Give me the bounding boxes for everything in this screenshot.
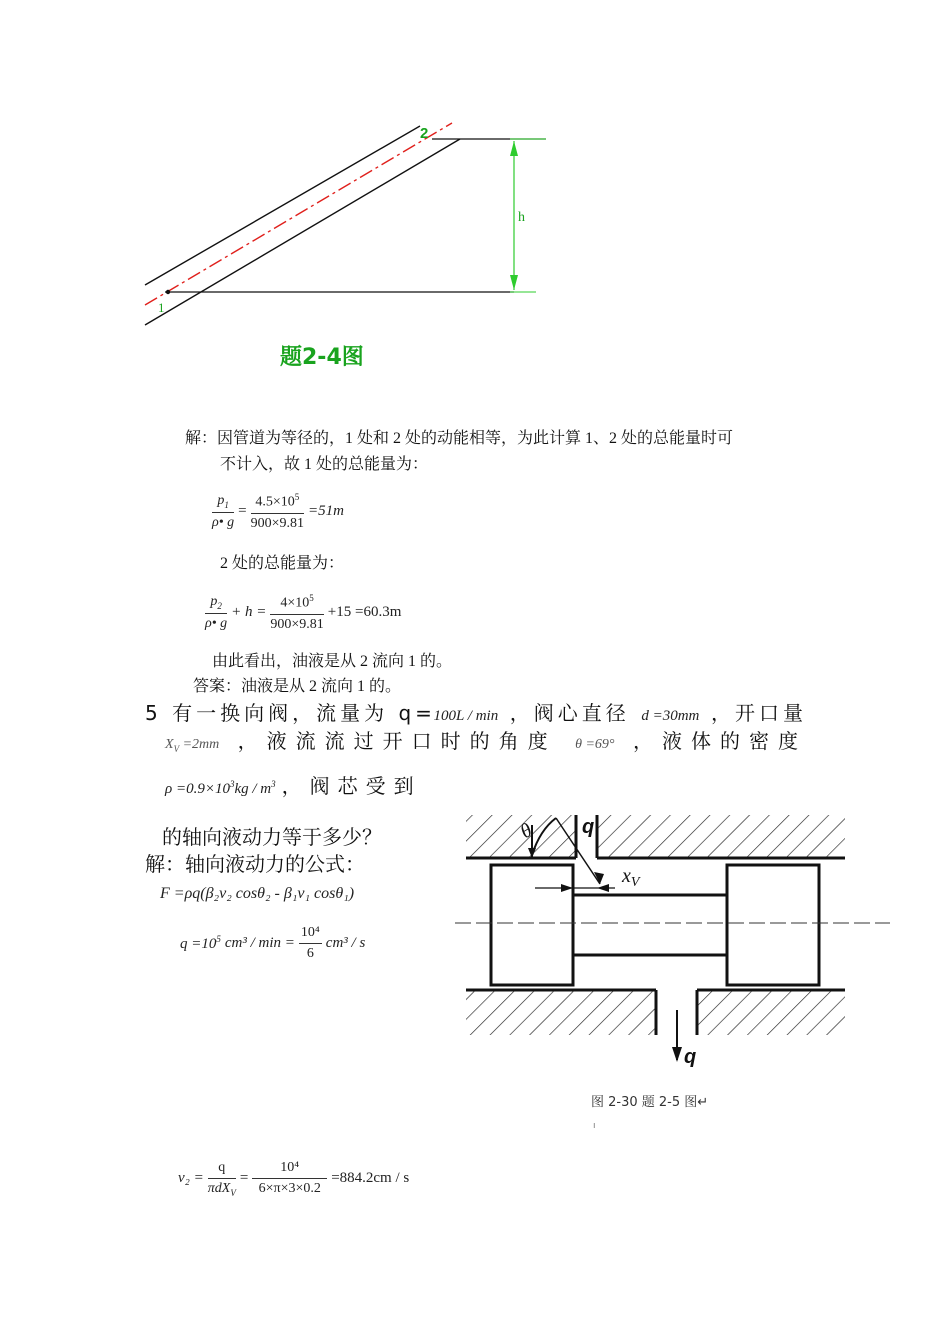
problem5-theta-value: θ =69° (575, 737, 615, 752)
problem5-xv-value: =2mm (182, 737, 220, 752)
eq1-result: =51m (308, 503, 344, 520)
formula-v2-num2: 10⁴ (252, 1160, 327, 1179)
problem5-line1-text-b: ，阀心直径 (509, 701, 630, 725)
formula-q-mid: cm³ / min = (224, 935, 295, 951)
label-xv-sub: V (630, 875, 640, 890)
problem5-line2-text-b: ，液体的密度 (632, 729, 807, 753)
eq1-rhs-den: 900×9.81 (250, 515, 304, 531)
xv-arrow-left (597, 884, 609, 892)
formula-q-lhs-text: q =10 (180, 936, 217, 952)
problem5-line3-text: ，阀芯受到 (281, 774, 422, 798)
formula-v2-equals: = (239, 1170, 249, 1187)
valve-lower-housing (466, 990, 845, 1035)
eq1-rhs-num-sup: 5 (294, 492, 300, 502)
figure-2-4-caption: 题2-4图 (280, 345, 364, 370)
eq1-rhs-num: 4.5×10 (255, 494, 295, 510)
figure-2-5-small-mark: ı (593, 1121, 596, 1131)
label-q-bottom: q (684, 1046, 697, 1068)
problem5-line2-text-a: ，液流流过开口时的角度 (237, 729, 557, 753)
flow-arrow-bottom (672, 1047, 682, 1062)
eq2-lhs-num: p (210, 593, 218, 609)
label-point-2: 2 (420, 125, 429, 142)
problem5-xv-symbol: X (165, 737, 174, 752)
problem5-line5: 解：轴向液动力的公式： (145, 852, 365, 876)
eq1-lhs-den: ρ• g (212, 514, 235, 530)
formula-q-den: 6 (306, 946, 314, 961)
formula-v2-result: =884.2cm / s (331, 1170, 410, 1187)
spool-left-land (491, 865, 573, 985)
formula-v2-den1-sub: V (230, 1187, 236, 1198)
label-xv-symbol: x (622, 865, 631, 887)
solution-para1-line1: 解：因管道为等径的，1 处和 2 处的动能相等，为此计算 1、2 处的总能量时可 (185, 430, 734, 447)
label-height-h: h (518, 210, 525, 225)
formula-axial-force: F =ρq(β₂v₂ cosθ₂ - β₁v₁ cosθ₁) (160, 885, 355, 902)
formula-q-num: 10⁴ (299, 925, 322, 944)
problem5-flow-value: 100L / min (433, 708, 499, 724)
eq1-lhs-num-sub: 1 (224, 499, 229, 510)
formula-v2-lhs: v₂ = (178, 1170, 204, 1187)
solution-para3: 由此看出，油液是从 2 流向 1 的。 (212, 653, 453, 670)
problem5-density-sup: 3 (229, 779, 235, 789)
formula-v2-num1: q (208, 1160, 236, 1179)
eq2-rhs-den: 900×9.81 (270, 616, 324, 632)
formula-q-sup: 5 (216, 934, 221, 944)
problem5-line1-text-c: ，开口量 (710, 701, 807, 725)
eq1-lhs-num: p (217, 492, 225, 508)
eq2-lhs-den: ρ• g (205, 615, 228, 631)
solution-para2: 2 处的总能量为： (220, 555, 345, 572)
problem5-density-unit: kg / m (234, 781, 272, 797)
eq2-result: +15 =60.3m (327, 604, 402, 621)
spool-right-land (727, 865, 819, 985)
formula-v2-den2: 6×π×3×0.2 (258, 1181, 321, 1197)
eq2-lhs-num-sub: 2 (217, 600, 222, 611)
eq2-rhs-num-sup: 5 (309, 593, 314, 603)
formula-q-unit: cm³ / s (325, 935, 366, 951)
problem5-density-unit-sup: 3 (271, 779, 276, 789)
label-theta: θ (516, 819, 536, 844)
eq1-equals: = (238, 503, 247, 520)
solution-answer: 答案：油液是从 2 流向 1 的。 (193, 678, 402, 695)
problem5-line1-text-a: 5 有一换向阀，流量为 q= (145, 701, 436, 725)
problem5-density-value: ρ =0.9×10 (165, 781, 230, 797)
problem5-line4: 的轴向液动力等于多少？ (162, 825, 382, 849)
solution-para1-line2: 不计入，故 1 处的总能量为： (220, 456, 429, 473)
eq2-rhs-num: 4×10 (280, 595, 310, 611)
label-point-1: 1 (158, 300, 165, 315)
label-xv (621, 865, 641, 890)
problem5-xv-sub: V (173, 743, 180, 754)
problem5-diameter-value: d =30mm (641, 708, 700, 724)
label-q-top: q (582, 816, 595, 838)
eq2-plus-h: + h = (231, 604, 267, 621)
figure-2-5-caption: 图 2-30 题 2-5 图↵ (591, 1095, 709, 1110)
formula-v2-den1: πdX (207, 1181, 231, 1196)
